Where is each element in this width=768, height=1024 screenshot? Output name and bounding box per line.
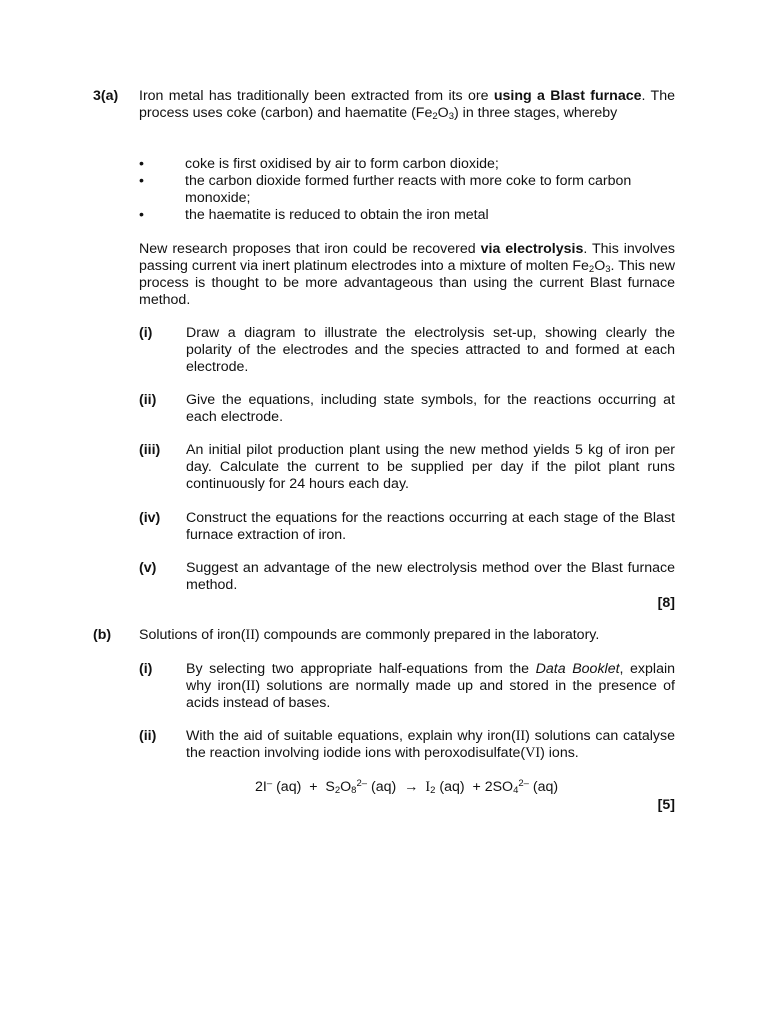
roman-numeral: VI — [525, 745, 541, 761]
intro-text: O — [437, 105, 449, 121]
roman-numeral: II — [245, 678, 256, 694]
part-label: (ii) — [139, 392, 157, 408]
part-a-i — [139, 325, 675, 376]
part-label: (i) — [139, 325, 153, 341]
roman-numeral: II — [515, 728, 526, 744]
part-label: (ii) — [139, 728, 157, 744]
italic-text: Data Booklet — [535, 661, 620, 677]
part-a-v — [139, 560, 675, 594]
part-label: (iv) — [139, 510, 161, 526]
bullet-item: • the carbon dioxide formed further reacts with more coke to form carbon monoxide; — [139, 173, 632, 206]
part-b-i — [139, 661, 675, 712]
part-text: Give the equations, including state symbols, for the reactions occurring at each electrode. — [186, 392, 675, 425]
subscript: 3 — [448, 111, 454, 122]
part-a-iv — [139, 510, 675, 544]
part-label: (v) — [139, 560, 157, 576]
part-label: (i) — [139, 661, 153, 677]
research-paragraph: New research proposes that iron could be recovered via electrolysis. This involves passing current via inert platinum electrodes into a mixture of molten $Fe_2O_3$. This new process is thought to be more advantageous than using the current Blast furnace method. — [139, 241, 676, 308]
intro-bold: using a Blast furnace — [493, 88, 642, 104]
subscript: 3 — [605, 264, 611, 275]
arrow-icon: → — [404, 779, 419, 795]
subscript: 2 — [588, 264, 595, 275]
part-text: Suggest an advantage of the new electrolysis method over the Blast furnace method. — [186, 560, 675, 593]
intro-text: Iron metal has traditionally been extracted from its ore — [139, 88, 494, 104]
marks-a: [8] — [657, 595, 675, 611]
bullet-icon: • — [139, 173, 144, 189]
marks-b: [5] — [657, 797, 675, 813]
question-number: 3(a) — [93, 88, 119, 104]
roman-numeral: II — [245, 627, 255, 643]
intro-text: . The process uses coke (carbon) and haematite (Fe — [139, 88, 675, 121]
bullet-item: • the haematite is reduced to obtain the iron metal — [139, 207, 489, 223]
bullet-item: • coke is first oxidised by air to form carbon dioxide; — [139, 156, 499, 172]
research-bold: via electrolysis — [480, 241, 584, 257]
part-text: An initial pilot production plant using the new method yields 5 kg of iron per day. Calculate the current to be supplied per day if the pilot plant runs continuously for 24 hours each day. — [186, 442, 675, 492]
part-label: (iii) — [139, 442, 161, 458]
part-a-iii — [139, 442, 675, 493]
bullet-icon: • — [139, 156, 144, 172]
reaction-equation: 2I– $(aq) + S_2O_8^{2-}$ $(aq) \to I_2$ $(aq) + 2SO_4^{2-}$ (aq) — [255, 778, 559, 796]
part-a-ii — [139, 392, 675, 426]
bullet-icon: • — [139, 207, 144, 223]
subscript: 2 — [432, 111, 438, 122]
b-intro: Solutions of iron(II) compounds are commonly prepared in the laboratory. — [139, 627, 600, 643]
question-part-label: (b) — [93, 627, 112, 643]
part-text: With the aid of suitable equations, explain why iron(II) solutions can catalyse the reaction involving iodide ions with peroxodisulfate(VI) ions. — [186, 728, 676, 761]
part-text: Construct the equations for the reactions occurring at each stage of the Blast furnace extraction of iron. — [186, 510, 675, 543]
bullet-list — [139, 156, 675, 224]
part-text: By selecting two appropriate half-equations from the Data Booklet, explain why iron(II) solutions are normally made up and stored in the presence of acids instead of bases. — [186, 661, 676, 711]
part-b-ii — [139, 728, 675, 762]
part-text: Draw a diagram to illustrate the electrolysis set-up, showing clearly the polarity of the electrodes and the species attracted to and formed at each electrode. — [186, 325, 675, 375]
intro-paragraph — [139, 88, 675, 122]
intro-text: ) in three stages, whereby — [454, 105, 618, 121]
